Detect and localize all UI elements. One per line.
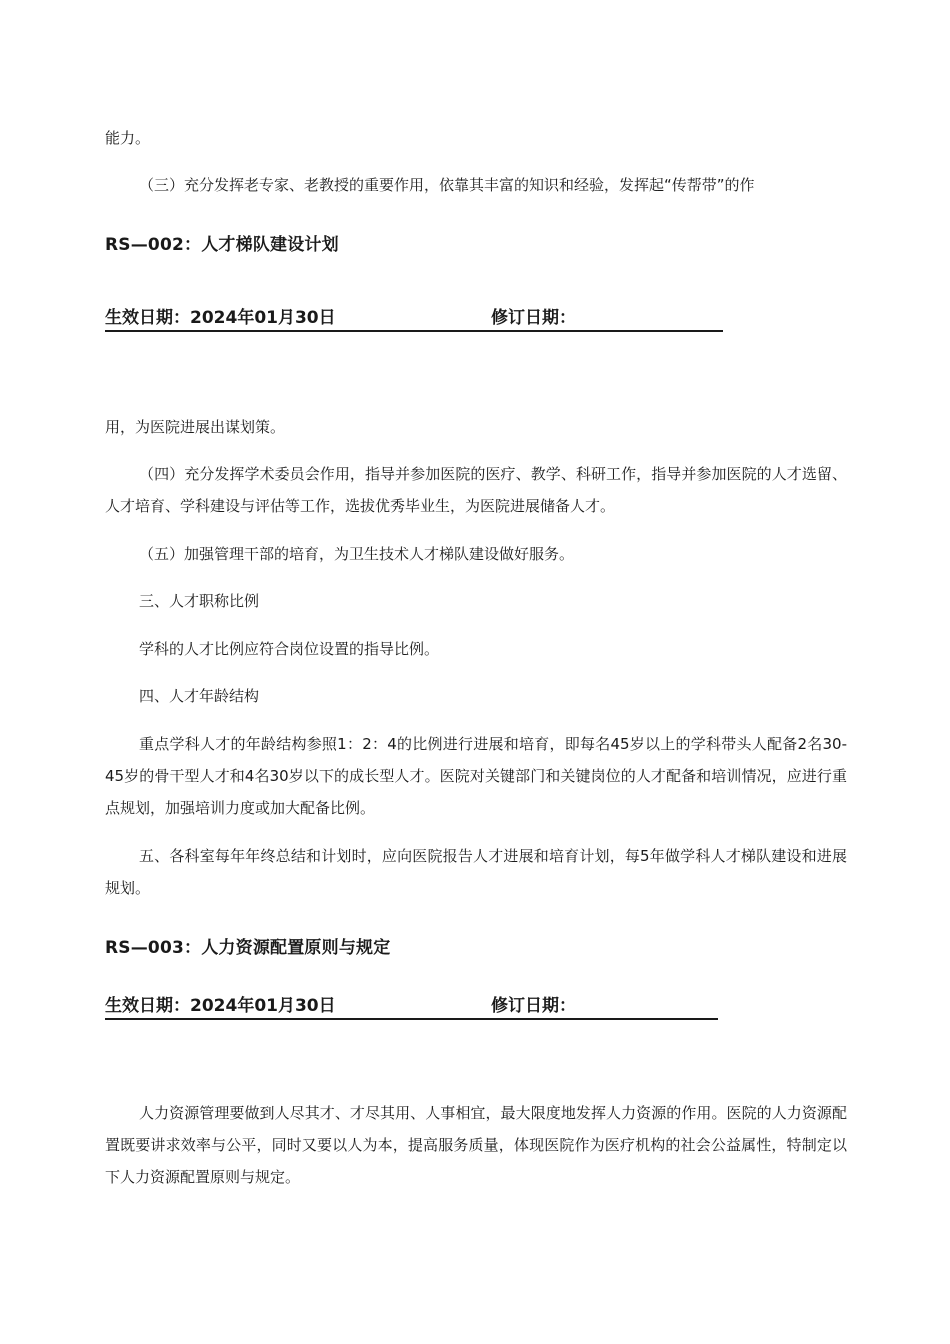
revision-date: 修订日期： (491, 308, 576, 328)
date-line-rs002 (105, 306, 723, 332)
paragraph-s1-5: 四、人才年龄结构 (139, 687, 260, 705)
paragraph-s1-1: （四）充分发挥学术委员会作用，指导并参加医院的医疗、教学、科研工作，指导并参加医院的人才选留、人才培育、学科建设与评估等工作，选拔优秀毕业生，为医院进展储备人才。 (105, 465, 847, 515)
paragraph-top-1: （三）充分发挥老专家、老教授的重要作用，依靠其丰富的知识和经验，发挥起“传帮带”的作 (139, 176, 755, 194)
section-heading-rs002: RS—002：人才梯队建设计划 (105, 235, 339, 255)
paragraph-s1-0: 用，为医院进展出谋划策。 (105, 418, 286, 436)
paragraph-s2-0: 人力资源管理要做到人尽其才、才尽其用、人事相宜，最大限度地发挥人力资源的作用。医院的人力资源配置既要讲求效率与公平，同时又要以人为本，提高服务质量，体现医院作为医疗机构的社会公益属性，特制定以下人力资源配置原则与规定。 (105, 1104, 847, 1186)
paragraph-s1-7: 五、各科室每年年终总结和计划时，应向医院报告人才进展和培育计划，每5年做学科人才梯队建设和进展规划。 (105, 847, 847, 897)
paragraph-s1-3: 三、人才职称比例 (139, 592, 260, 610)
section-heading-rs003: RS—003：人力资源配置原则与规定 (105, 938, 391, 958)
paragraph-s1-2: （五）加强管理干部的培育，为卫生技术人才梯队建设做好服务。 (139, 545, 575, 563)
paragraph-s1-4: 学科的人才比例应符合岗位设置的指导比例。 (139, 640, 440, 658)
date-line-rs003 (105, 994, 718, 1020)
paragraph-s1-6: 重点学科人才的年龄结构参照1：2：4的比例进行进展和培育，即每名45岁以上的学科带头人配备2名30-45岁的骨干型人才和4名30岁以下的成长型人才。医院对关键部门和关键岗位的人才配备和培训情况，应进行重点规划，加强培训力度或加大配备比例。 (105, 735, 847, 817)
effective-date: 生效日期：2024年01月30日 (105, 308, 336, 328)
effective-date: 生效日期：2024年01月30日 (105, 996, 336, 1016)
revision-date: 修订日期： (491, 996, 576, 1016)
paragraph-top-0: 能力。 (105, 129, 151, 147)
